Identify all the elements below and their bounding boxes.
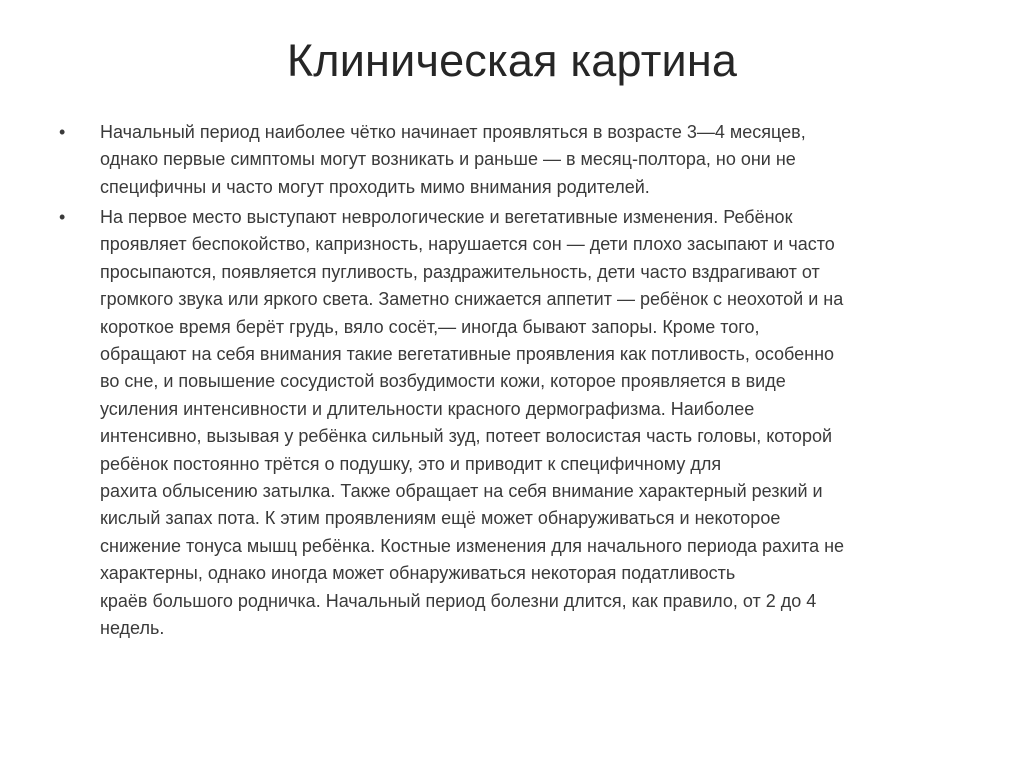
bullet-dot-icon: • [59, 122, 66, 142]
text-line: кислый запах пота. К этим проявлениям ещё может обнаруживаться и некоторое [100, 508, 781, 529]
text-line: недель. [100, 618, 165, 639]
bullet-dot-icon: • [59, 207, 66, 227]
text-line: обращают на себя внимания такие вегетативные проявления как потливость, особенно [100, 344, 835, 365]
text-line: Начальный период наиболее чётко начинает проявляться в возрасте 3—4 месяцев, [100, 122, 806, 142]
text-line: снижение тонуса мышц ребёнка. Костные изменения для начального периода рахита не [100, 535, 845, 556]
text-line: короткое время берёт грудь, вяло сосёт,— иногда бывают запоры. Кроме того, [100, 316, 760, 337]
text-line: характерны, однако иногда может обнаруживаться некоторая податливость [100, 563, 736, 584]
text-line: проявляет беспокойство, капризность, нарушается сон — дети плохо засыпают и часто [100, 234, 835, 255]
bullet-text-2 [100, 204, 1000, 643]
text-line: На первое место выступают неврологические и вегетативные изменения. Ребёнок [100, 207, 793, 227]
text-line: ребёнок постоянно трётся о подушку, это и приводит к специфичному для [100, 453, 722, 474]
text-line: интенсивно, вызывая у ребёнка сильный зуд, потеет волосистая часть головы, которой [100, 426, 833, 447]
text-line: однако первые симптомы могут возникать и раньше — в месяц-полтора, но они не [100, 149, 796, 170]
text-line: во сне, и повышение сосудистой возбудимости кожи, которое проявляется в виде [100, 371, 786, 392]
slide-title: Клиническая картина [286, 35, 738, 86]
text-line: рахита облысению затылка. Также обращает на себя внимание характерный резкий и [100, 481, 823, 502]
text-line: усиления интенсивности и длительности красного дермографизма. Наиболее [100, 398, 755, 419]
text-line: громкого звука или яркого света. Заметно снижается аппетит — ребёнок с неохотой и на [100, 289, 844, 310]
bullet-text-1 [100, 119, 1000, 201]
text-line: краёв большого родничка. Начальный период болезни длится, как правило, от 2 до 4 [100, 590, 817, 611]
text-line: просыпаются, появляется пугливость, раздражительность, дети часто вздрагивают от [100, 261, 820, 282]
text-line: специфичны и часто могут проходить мимо внимания родителей. [100, 176, 650, 197]
